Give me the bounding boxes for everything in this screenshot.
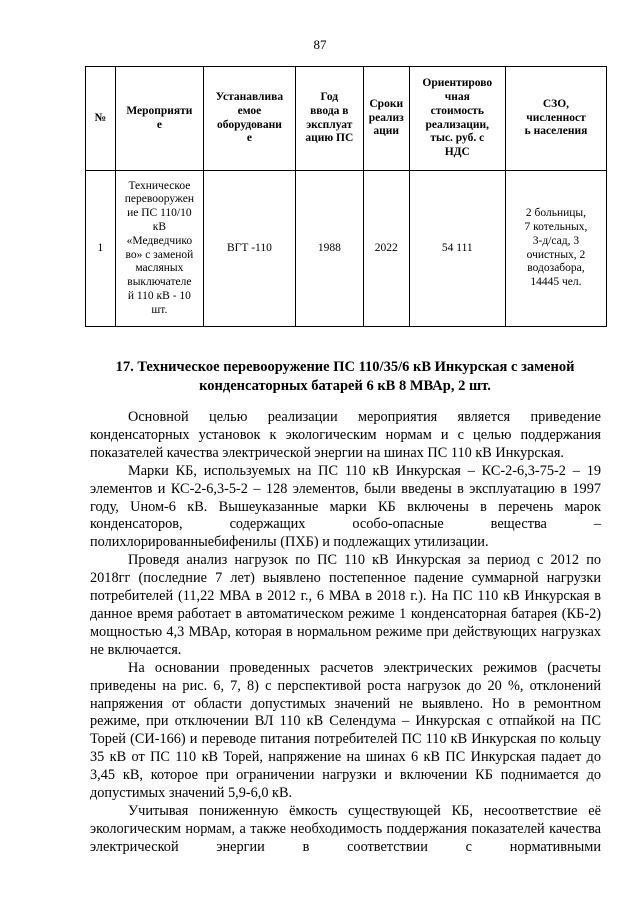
page-number: 87	[313, 37, 327, 52]
header-equipment: Устанавлива емое оборудовани е	[204, 67, 296, 171]
cell-estimated-cost: 54 111	[409, 171, 505, 327]
paragraph: Проведя анализ нагрузок по ПС 110 кВ Инкурская за период с 2012 по 2018гг (последние 7 лет) выявлено постепенное падение суммарной нагрузки потребителей (11,22 МВА в 2012 г., 6 МВА в 2018 г.). На ПС 110 кВ Инкурская в данное время работает в автоматическом режиме 1 конденсаторная батарея (КБ-2) мощностью 4,3 МВАр, которая в нормальном режиме при действующих нагрузках не включается.	[90, 552, 601, 658]
cell-implementation-period: 2022	[363, 171, 409, 327]
table-header-row	[86, 67, 607, 171]
header-measure: Мероприяти е	[115, 67, 203, 171]
cell-number: 1	[86, 171, 116, 327]
section-heading: 17. Техническое перевооружение ПС 110/35/6 кВ Инкурская с заменой конденсаторных батарей 6 кВ 8 МВАр, 2 шт.	[115, 359, 575, 394]
paragraph: На основании проведенных расчетов электрических режимов (расчеты приведены на рис. 6, 7, 8) с перспективой роста нагрузок до 20 %, отклонений напряжения от области допустимых значений не выявлено. Но в ремонтном режиме, при отключении ВЛ 110 кВ Селендума – Инкурская с отпайкой на ПС Торей (СИ-166) и переводе питания потребителей ПС 110 кВ Инкурская по кольцу 35 кВ от ПС 110 кВ Торей, напряжение на шинах 6 кВ ПС Инкурская падает до 3,45 кВ, которое при ограничении нагрузки и включении КБ поднимается до допустимых значений 5,9-6,0 кВ.	[90, 659, 601, 802]
header-commission-year: Год ввода в эксплуат ацию ПС	[295, 67, 363, 171]
header-population: СЗО, численност ь населения	[505, 67, 606, 171]
cell-equipment: ВГТ -110	[204, 171, 296, 327]
section-body	[90, 409, 601, 857]
table-row	[86, 171, 607, 327]
header-estimated-cost: Ориентирово чная стоимость реализации, тыс. руб. с НДС	[409, 67, 505, 171]
header-number: №	[86, 67, 116, 171]
paragraph: Учитывая пониженную ёмкость существующей КБ, несоответствие её экологическим нормам, а также необходимость поддержания показателей качества электрической энергии в соответствии с нормативными	[90, 802, 601, 855]
paragraph: Основной целью реализации мероприятия является приведение конденсаторных установок к экологическим нормам и с целью поддержания показателей качества электрической энергии на шинах ПС 110 кВ Инкурская.	[90, 409, 601, 461]
cell-population: 2 больницы, 7 котельных, 3-д/сад, 3 очистных, 2 водозабора, 14445 чел.	[505, 171, 606, 327]
measures-table	[85, 66, 607, 327]
cell-measure: Техническое перевооружен ие ПС 110/10 кВ «Медведчико во» с заменой масляных выключателе й 110 кВ - 10 шт.	[115, 171, 203, 327]
cell-commission-year: 1988	[295, 171, 363, 327]
header-implementation-period: Сроки реализ ации	[363, 67, 409, 171]
paragraph: Марки КБ, используемых на ПС 110 кВ Инкурская – КС-2-6,3-75-2 – 19 элементов и КС-2-6,3-5-2 – 128 элементов, были введены в эксплуатацию в 1997 году, Uном-6 кВ. Вышеуказанные марки КБ включены в перечень марок конденсаторов, содержащих особо-опасные вещества – полихлорированныебифенилы (ПХБ) и подлежащих утилизации.	[90, 462, 601, 551]
